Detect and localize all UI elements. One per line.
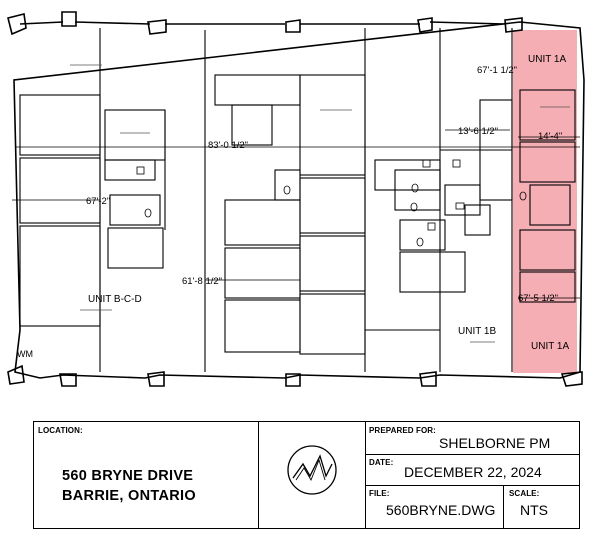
prepared-for-label: PREPARED FOR: [369, 426, 436, 435]
unit-1a-highlight [513, 30, 577, 373]
date-value: DECEMBER 22, 2024 [404, 464, 542, 480]
scale-value: NTS [520, 502, 548, 518]
prepared-for-value: SHELBORNE PM [439, 435, 551, 451]
dim-13-6-label: 13'-6 1/2" [458, 126, 499, 137]
address-line-1: 560 BRYNE DRIVE [62, 468, 194, 484]
unit-1a-top-label: UNIT 1A [528, 54, 567, 65]
address-line-2: BARRIE, ONTARIO [62, 488, 196, 504]
file-label: FILE: [369, 489, 390, 498]
dim-83-0-label: 83'-0 1/2" [208, 140, 249, 151]
date-label: DATE: [369, 458, 394, 467]
company-logo [284, 442, 340, 498]
dim-61-8-label: 61'-8 1/2" [182, 276, 223, 287]
unit-bcd-label: UNIT B-C-D [88, 294, 142, 305]
unit-1a-bottom-label: UNIT 1A [531, 341, 570, 352]
file-value: 560BRYNE.DWG [386, 502, 496, 518]
dim-67-1-label: 67'-1 1/2" [477, 65, 518, 76]
dim-67-2-label: 67'-2" [86, 196, 111, 207]
location-label: LOCATION: [38, 426, 83, 435]
dim-14-4-label: 14'-4" [538, 131, 563, 142]
wm-label: WM [17, 349, 33, 359]
title-block [33, 421, 580, 529]
scale-label: SCALE: [509, 489, 540, 498]
dim-67-5-label: 67'-5 1/2" [518, 293, 559, 304]
unit-1b-label: UNIT 1B [458, 326, 497, 337]
